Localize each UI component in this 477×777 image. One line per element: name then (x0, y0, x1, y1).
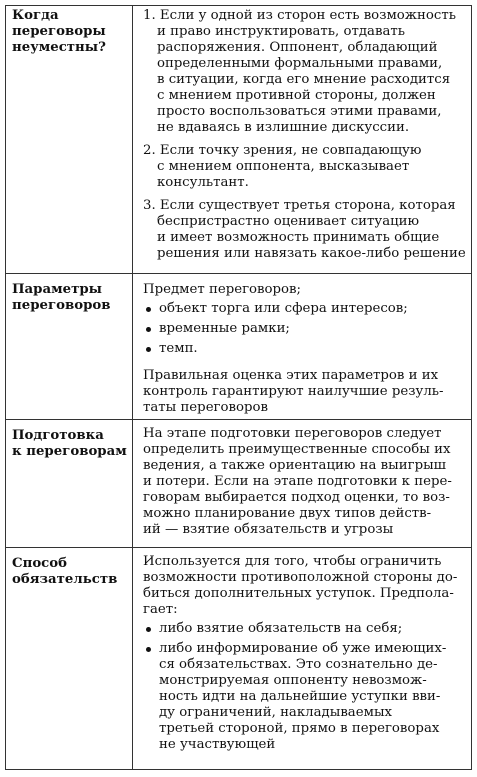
row-content (133, 6, 472, 274)
text-line: в ситуации, когда его мнение расходится (157, 72, 451, 87)
heading-line: переговоры (12, 24, 106, 39)
heading-line: Параметры (12, 282, 102, 297)
text-line: и потери. Если на этапе подготовки к пере- (143, 474, 452, 489)
text-line: таты переговоров (143, 400, 269, 415)
text-line: ность идти на дальнейшие уступки вви- (159, 689, 441, 704)
text-line: биться дополнительных уступок. Предпола- (143, 586, 454, 601)
heading-line: обязательств (12, 572, 118, 587)
text-line: На этапе подготовки переговоров следует (143, 426, 442, 441)
row-content (133, 548, 472, 770)
table-row (6, 420, 472, 548)
text-line: Используется для того, чтобы ограничить (143, 554, 442, 569)
text-line: объект торга или сфера интересов; (159, 301, 408, 316)
text-line: 1. Если у одной из сторон есть возможность (143, 8, 456, 23)
text-line: Правильная оценка этих параметров и их (143, 368, 439, 383)
text-line: монстрируемая оппоненту невозмож- (159, 673, 427, 688)
text-line: ий — взятие обязательств и угрозы (143, 522, 394, 537)
negotiation-table (5, 5, 472, 770)
text-line: гает: (143, 602, 178, 617)
text-line: либо информирование об уже имеющих- (159, 641, 447, 656)
list-item (143, 621, 465, 637)
list-item (143, 641, 465, 753)
text-line: ся обязательствах. Это сознательно де- (159, 657, 438, 672)
text-line: с мнением противной стороны, должен (157, 88, 436, 103)
text-line: ведения, а также ориентацию на выигрыш (143, 458, 447, 473)
row-heading (6, 420, 133, 548)
text-line: темп. (159, 341, 198, 356)
text-line: консультант. (157, 175, 249, 190)
text-line: либо взятие обязательств на себя; (159, 621, 403, 636)
text-line: определить преимущественные способы их (143, 442, 451, 457)
bullet-list (143, 621, 465, 753)
heading-line: переговоров (12, 298, 111, 313)
text-line: не участвующей (159, 737, 276, 752)
row-content (133, 420, 472, 548)
text-line: говорам выбирается подход оценки, то воз- (143, 490, 450, 505)
text-line: возможности противоположной стороны до- (143, 570, 458, 585)
text-line: и имеет возможность принимать общие (157, 230, 440, 245)
heading-line: неуместны? (12, 40, 106, 55)
text-line: просто воспользоваться этими правами, (157, 104, 442, 119)
heading-line: к переговорам (12, 444, 127, 459)
text-line: третьей стороной, прямо в переговорах (159, 721, 440, 736)
list-item (143, 301, 465, 317)
row-heading (6, 274, 133, 420)
row-content (133, 274, 472, 420)
text-line: 3. Если существует третья сторона, которая (143, 198, 456, 213)
text-line: беспристрастно оценивает ситуацию (157, 214, 420, 229)
text-line: 2. Если точку зрения, не совпадающую (143, 143, 422, 158)
text-line: определенными формальными правами, (157, 56, 443, 71)
numbered-item (143, 143, 465, 191)
text-line: Предмет переговоров; (143, 282, 302, 297)
text-line: ду ограничений, накладываемых (159, 705, 393, 720)
table-row (6, 6, 472, 274)
text-line: и право инструктировать, отдавать (157, 24, 405, 39)
list-item (143, 321, 465, 337)
heading-line: Подготовка (12, 428, 104, 443)
text-line: решения или навязать какое-либо решение (157, 246, 466, 261)
text-line: контроль гарантируют наилучшие резуль- (143, 384, 444, 399)
text-line: распоряжения. Оппонент, обладающий (157, 40, 438, 55)
numbered-item (143, 198, 465, 262)
heading-line: Когда (12, 8, 59, 23)
row-heading (6, 6, 133, 274)
text-line: временные рамки; (159, 321, 290, 336)
heading-line: Способ (12, 556, 68, 571)
row-heading (6, 548, 133, 770)
list-item (143, 341, 465, 357)
table-row (6, 548, 472, 770)
bullet-list (143, 301, 465, 357)
table-row (6, 274, 472, 420)
text-line: не вдаваясь в излишние дискуссии. (157, 120, 410, 135)
text-line: с мнением оппонента, высказывает (157, 159, 410, 174)
text-line: можно планирование двух типов действ- (143, 506, 432, 521)
numbered-item (143, 8, 465, 136)
